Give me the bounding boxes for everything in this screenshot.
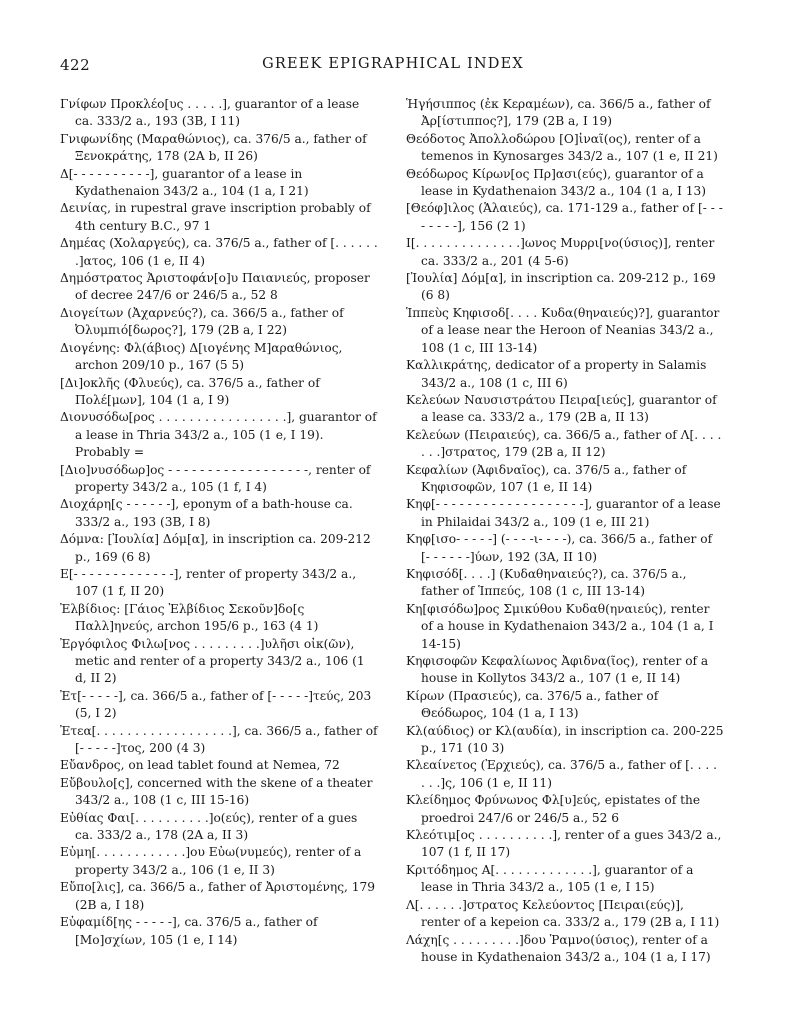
index-entry: Διονυσόδω[ρος . . . . . . . . . . . . . . . . .], guarantor of a lease in Thria 343/2 a., 105 (1 e, I 19). Probably = xyxy=(60,410,377,460)
index-entry: Ἐτ[- - - - -], ca. 366/5 a., father of [- - - - -]τεύς, 203 (5, I 2) xyxy=(60,688,372,721)
index-entry: [Ἰουλία] Δόμ[α], in inscription ca. 209-212 p., 169 (6 8) xyxy=(406,271,716,303)
index-entry: Δ[- - - - - - - - - -], guarantor of a lease in Kydathenaion 343/2 a., 104 (1 a, I 21) xyxy=(60,166,309,199)
index-entry: Κεφαλίων (Ἀφιδναῖος), ca. 376/5 a., father of Κηφισοφῶν, 107 (1 e, II 14) xyxy=(406,462,687,494)
index-entry: Ε[- - - - - - - - - - - - -], renter of property 343/2 a., 107 (1 f, II 20) xyxy=(60,566,357,599)
index-entry: Γνιφωνίδης (Μαραθώνιος), ca. 376/5 a., father of Ξενοκράτης, 178 (2A b, II 26) xyxy=(60,131,367,164)
index-entry: Θεόδωρος Κίρων[ος Πρ]ασι(εύς), guarantor of a lease in Kydathenaion 343/2 a., 104 (1 a, I 13) xyxy=(406,166,707,199)
index-entry: Ι[. . . . . . . . . . . . . .]ωνος Μυρρι[νο(ύσιος)], renter ca. 333/2 a., 201 (4 5-6) xyxy=(406,236,715,268)
index-entry: Κλεότιμ[ος . . . . . . . . . .], renter of a gues 343/2 a., 107 (1 f, II 17) xyxy=(406,828,722,860)
index-entry: Δημέας (Χολαργεύς), ca. 376/5 a., father of [. . . . . . .]ατος, 106 (1 e, II 4) xyxy=(60,236,378,268)
index-entry: Καλλικράτης, dedicator of a property in Salamis 343/2 a., 108 (1 c, III 6) xyxy=(406,358,707,390)
index-entry: Λ[. . . . . .]στρατος Κελεύοντος [Πειραι(εύς)], renter of a kepeion ca. 333/2 a., 179 (2B a, I 11) xyxy=(406,897,720,930)
index-entry: Ἱππεὺς Κηφισοδ[. . . . Κυδα(θηναιεύς)?], guarantor of a lease near the Heroon of Neanias 343/2 a., 108 (1 c, III 13-14) xyxy=(406,305,720,355)
index-entry: Θεόδοτος Ἀπολλοδώρου [Ο]ἰναῖ(ος), renter of a temenos in Kynosarges 343/2 a., 107 (1 e, II 21) xyxy=(406,131,718,164)
index-entry: Ἐτεα[. . . . . . . . . . . . . . . . . .], ca. 366/5 a., father of [- - - - -]τος, 200 (4 3) xyxy=(60,723,378,756)
index-entry: Κηφ[- - - - - - - - - - - - - - - - - - -], guarantor of a lease in Philaidai 343/2 a., 109 (1 e, III 21) xyxy=(406,497,721,529)
index-entry: Εὐφαμίδ[ης - - - - -], ca. 376/5 a., father of [Μο]σχίων, 105 (1 e, I 14) xyxy=(60,915,318,947)
index-entry: [Δι]οκλῆς (Φλυεύς), ca. 376/5 a., father of Πολέ[μων], 104 (1 a, I 9) xyxy=(60,375,320,407)
index-entry: Ἡγήσιππος (ἐκ Κεραμέων), ca. 366/5 a., father of Ἀρ[ίστιππος?], 179 (2B a, I 19) xyxy=(406,97,711,129)
index-entry: Διογένης: Φλ(άβιος) Δ[ιογένης Μ]αραθώνιος, archon 209/10 p., 167 (5 5) xyxy=(60,340,343,373)
index-entry: [Θεόφ]ιλος (Ἁλαιεύς), ca. 171-129 a., father of [- - - - - - - -], 156 (2 1) xyxy=(406,201,723,233)
index-entry: Γνίφων Προκλέο[υς . . . . .], guarantor of a lease ca. 333/2 a., 193 (3B, I 11) xyxy=(60,97,360,129)
index-entry: Κηφισοφῶν Κεφαλίωνος Ἀφιδνα(ῖος), renter of a house in Kollytos 343/2 a., 107 (1 e, II 14) xyxy=(406,654,709,686)
page-number: 422 xyxy=(60,56,91,74)
index-entry: Δεινίας, in rupestral grave inscription probably of 4th century B.C., 97 1 xyxy=(60,201,371,233)
index-entry: Εὐμη[. . . . . . . . . . . .]ου Εὐω(νυμεύς), renter of a property 343/2 a., 106 (1 e, II 3) xyxy=(60,845,362,877)
index-entry: Κλ(αύδιος) or Κλ(αυδία), in inscription ca. 200-225 p., 171 (10 3) xyxy=(406,723,724,756)
index-entry: Κηφισόδ[. . . .] (Κυδαθηναιεύς?), ca. 376/5 a., father of Ἱππεύς, 108 (1 c, III 13-14) xyxy=(406,566,687,599)
index-entry: Διογείτων (Ἀχαρνεύς?), ca. 366/5 a., father of Ὀλυμπιό[δωρος?], 179 (2B a, I 22) xyxy=(60,305,344,338)
index-entry: Εὔβουλο[ς], concerned with the skene of a theater 343/2 a., 108 (1 c, III 15-16) xyxy=(60,775,373,808)
index-entry: Κη[φισόδω]ρος Σμικύθου Κυδαθ(ηναιεύς), renter of a house in Kydathenaion 343/2 a., 104 (1 a, I 14-15) xyxy=(406,601,714,651)
index-column-right xyxy=(406,96,724,966)
index-entry: Κελεύων Ναυσιστράτου Πειρα[ιεύς], guarantor of a lease ca. 333/2 a., 179 (2B a, II 13) xyxy=(406,392,717,425)
index-entry: Εὔπο[λις], ca. 366/5 a., father of Ἀριστομένης, 179 (2B a, I 18) xyxy=(60,880,376,912)
index-entry: Κίρων (Πρασιεύς), ca. 376/5 a., father of Θεόδωρος, 104 (1 a, I 13) xyxy=(406,688,659,721)
index-entry: Κηφ[ισο- - - - -] (- - - -ι- - - -), ca. 366/5 a., father of [- - - - - -]ύων, 192 (3A, II 10) xyxy=(406,532,713,564)
index-entry: Εὔανδρος, on lead tablet found at Nemea, 72 xyxy=(60,758,340,773)
index-entry: Δόμνα: [Ἰουλία] Δόμ[α], in inscription ca. 209-212 p., 169 (6 8) xyxy=(60,532,371,564)
index-entry: Κλεαίνετος (Ἐρχιεύς), ca. 376/5 a., father of [. . . . . . .]ς, 106 (1 e, II 11) xyxy=(406,758,717,790)
index-entry: Δημόστρατος Ἀριστοφάν[ο]υ Παιανιεύς, proposer of decree 247/6 or 246/5 a., 52 8 xyxy=(60,271,370,303)
index-entry: Διοχάρη[ς - - - - - -], eponym of a bath-house ca. 333/2 a., 193 (3B, I 8) xyxy=(60,497,353,529)
index-entry: [Διο]νυσόδωρ]ος - - - - - - - - - - - - - - - - - -, renter of property 343/2 a., 105 (1 f, I 4) xyxy=(60,462,371,494)
index-column-left xyxy=(60,96,378,949)
index-entry: Ἐλβίδιος: [Γάιος Ἐλβίδιος Σεκοῦν]δο[ς Παλλ]ηνεύς, archon 195/6 p., 163 (4 1) xyxy=(60,601,319,634)
page-header xyxy=(60,56,726,78)
running-title: GREEK EPIGRAPHICAL INDEX xyxy=(262,56,524,72)
index-entry: Ἐργόφιλος Φιλω[νος . . . . . . . . .]υλῆσι οἰκ(ῶν), metic and renter of a property 343/2 a., 106 (1 d, II 2) xyxy=(60,636,365,686)
index-entry: Εὐθίας Φαι[. . . . . . . . . .]ο(εύς), renter of a gues ca. 333/2 a., 178 (2A a, II 3) xyxy=(60,810,358,843)
index-entry: Κλείδημος Φρύνωνος Φλ[υ]εύς, epistates of the proedroi 247/6 or 246/5 a., 52 6 xyxy=(406,793,701,825)
index-entry: Κελεύων (Πειραιεύς), ca. 366/5 a., father of Λ[. . . . . . .]στρατος, 179 (2B a, II 12) xyxy=(406,427,722,460)
index-entry: Κριτόδημος Α[. . . . . . . . . . . . .], guarantor of a lease in Thria 343/2 a., 105 (1 e, I 15) xyxy=(406,862,694,895)
index-entry: Λάχη[ς . . . . . . . . .]δου Ῥαμνο(ύσιος), renter of a house in Kydathenaion 343/2 a., 104 (1 a, I 17) xyxy=(406,932,711,964)
